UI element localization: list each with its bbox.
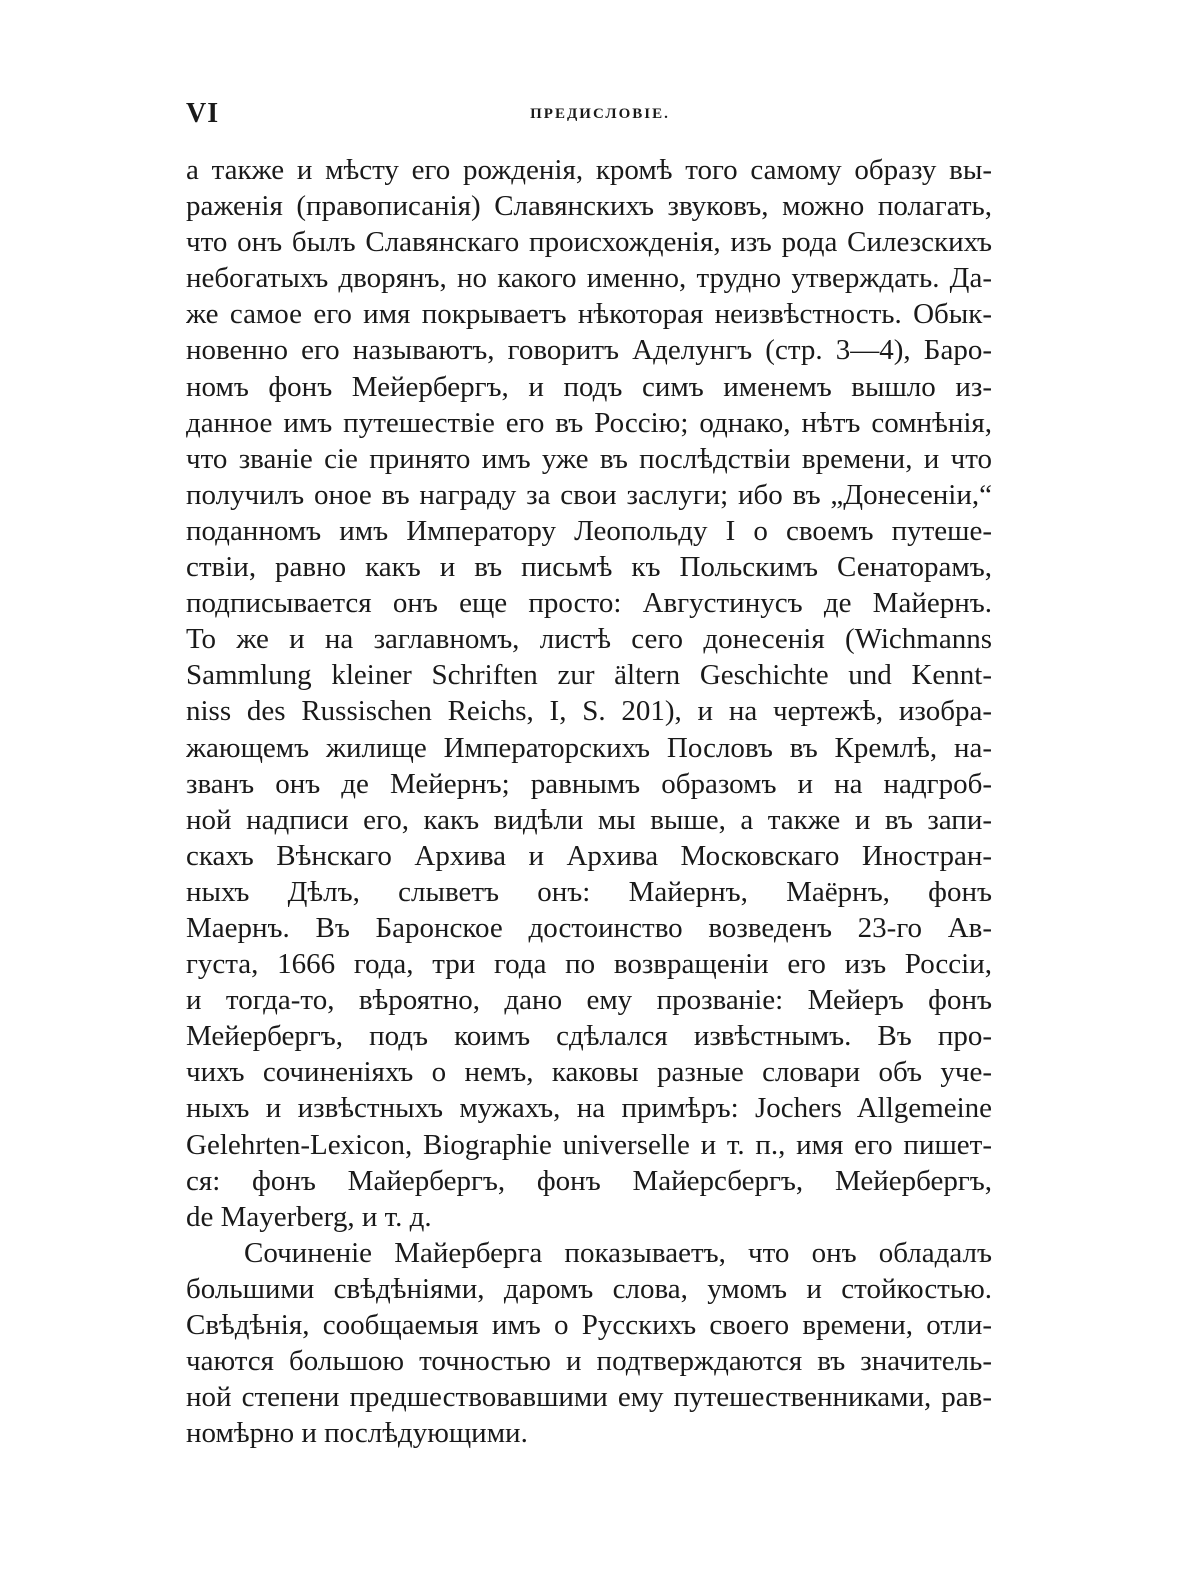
text-line: званъ онъ де Мейернъ; равнымъ образомъ и на надгроб- (186, 767, 992, 800)
text-line: ся: фонъ Майербергъ, фонъ Майерсбергъ, Мейербергъ, (186, 1164, 992, 1197)
text-line: номъ фонъ Мейербергъ, и подъ симъ именемъ вышло из- (186, 370, 992, 403)
text-line: de Mayerberg, и т. д. (186, 1200, 432, 1233)
text-line: новенно его называютъ, говоритъ Аделунгъ (стр. 3—4), Баро- (186, 334, 992, 367)
text-line: ныхъ и извѣстныхъ мужахъ, на примѣръ: Jochers Allgemeine (186, 1092, 992, 1125)
text-line: То же и на заглавномъ, листѣ сего донесенія (Wichmanns (186, 623, 992, 656)
page-number: VI (186, 98, 220, 129)
text-line: Свѣдѣнія, сообщаемыя имъ о Русскихъ своего времени, отли- (186, 1309, 992, 1342)
text-line: ствіи, равно какъ и въ письмѣ къ Польскимъ Сенаторамъ, (186, 551, 992, 584)
text-line: данное имъ путешествіе его въ Россію; однако, нѣтъ сомнѣнія, (186, 406, 992, 439)
text-line: и тогда-то, вѣроятно, дано ему прозваніе: Мейеръ фонъ (186, 984, 992, 1017)
text-line: ной надписи его, какъ видѣли мы выше, а также и въ запи- (186, 803, 992, 836)
text-line: получилъ оное въ награду за свои заслуги; ибо въ „Донесеніи,“ (186, 478, 992, 511)
text-line: Gelehrten-Lexicon, Biographie universelle и т. п., имя его пишет- (186, 1128, 992, 1161)
text-line: большими свѣдѣніями, даромъ слова, умомъ и стойкостью. (186, 1273, 992, 1306)
text-line: скахъ Вѣнскаго Архива и Архива Московскаго Иностран- (186, 839, 992, 872)
text-line: же самое его имя покрываетъ нѣкоторая неизвѣстность. Обык- (186, 298, 992, 331)
text-line: niss des Russischen Reichs, I, S. 201), и на чертежѣ, изобра- (186, 695, 992, 728)
paragraph-2 (186, 1235, 992, 1452)
text-line: густа, 1666 года, три года по возвращеніи его изъ Россіи, (186, 948, 992, 981)
running-title: ПРЕДИСЛОВІЕ. (530, 106, 670, 122)
text-line: небогатыхъ дворянъ, но какого именно, трудно утверждать. Да- (186, 262, 992, 295)
text-line: Маернъ. Въ Баронское достоинство возведенъ 23-го Ав- (186, 911, 992, 944)
text-line: чихъ сочиненіяхъ о немъ, каковы разные словари объ уче- (186, 1056, 992, 1089)
text-line: ной степени предшествовавшими ему путешественниками, рав- (186, 1381, 992, 1414)
text-line: жающемъ жилище Императорскихъ Пословъ въ Кремлѣ, на- (186, 731, 992, 764)
text-line: Мейербергъ, подъ коимъ сдѣлался извѣстнымъ. Въ про- (186, 1020, 992, 1053)
text-line: раженія (правописанія) Славянскихъ звуковъ, можно полагать, (186, 190, 992, 223)
text-line: номѣрно и послѣдующими. (186, 1417, 528, 1450)
paragraph-1 (186, 152, 992, 1235)
text-line: чаются большою точностью и подтверждаются въ значитель- (186, 1345, 992, 1378)
text-line: поданномъ имъ Императору Леопольду I о своемъ путеше- (186, 514, 992, 547)
text-line: что онъ былъ Славянскаго происхожденія, изъ рода Силезскихъ (186, 226, 992, 259)
text-line: Сочиненіе Майерберга показываетъ, что онъ обладалъ (244, 1237, 992, 1269)
text-line: а также и мѣсту его рожденія, кромѣ того самому образу вы- (186, 154, 992, 186)
text-line: подписывается онъ еще просто: Августинусъ де Майернъ. (186, 587, 992, 620)
text-line: Sammlung kleiner Schriften zur ältern Geschichte und Kennt- (186, 659, 992, 692)
text-line: ныхъ Дѣлъ, слыветъ онъ: Майернъ, Маёрнъ, фонъ (186, 875, 992, 908)
text-line: что званіе сіе принято имъ уже въ послѣдствіи времени, и что (186, 442, 992, 475)
